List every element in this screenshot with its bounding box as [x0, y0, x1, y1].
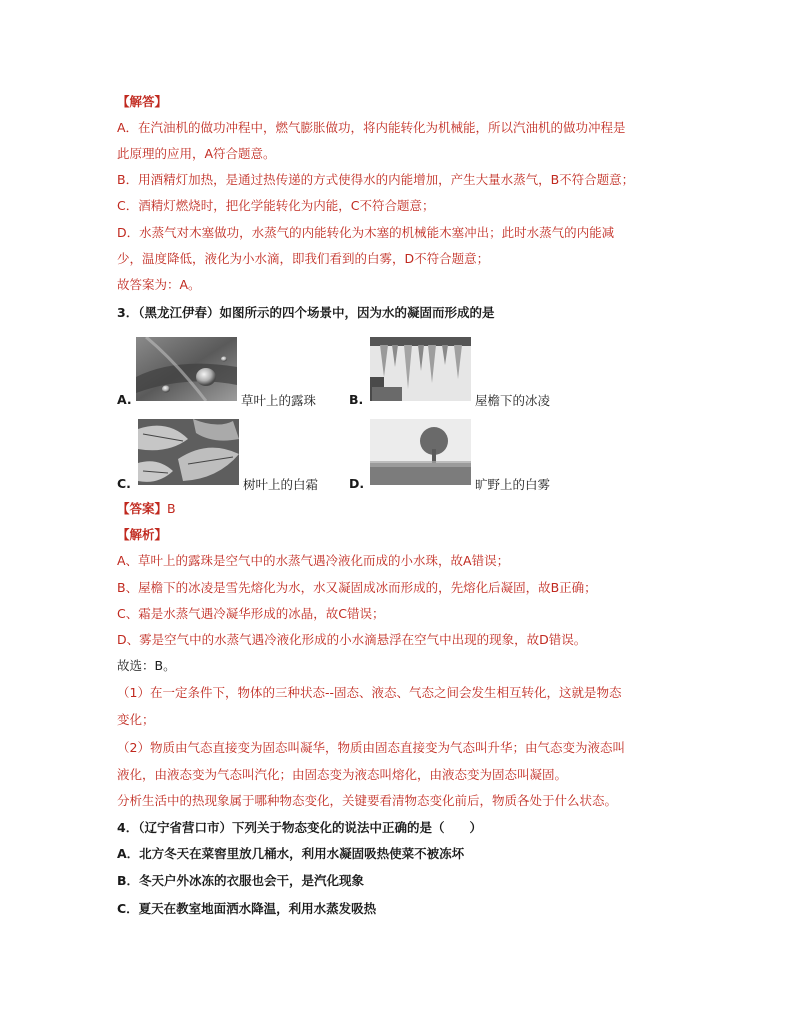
q4-option-a: A．北方冬天在菜窖里放几桶水，利用水凝固吸热使菜不被冻坏: [117, 846, 465, 861]
q4-option-b: B．冬天户外冰冻的衣服也会干，是汽化现象: [117, 873, 365, 888]
analysis-line-2: B、屋檐下的冰凌是雪先熔化为水，水又凝固成冰而形成的，先熔化后凝固，故B正确；: [117, 580, 597, 595]
note-line-3: （2）物质由气态直接变为固态叫凝华，物质由固态直接变为气态叫升华；由气态变为液态叫: [117, 740, 625, 755]
analysis-line-3: C、霜是水蒸气遇冷凝华形成的冰晶，故C错误；: [117, 606, 385, 621]
solution-line-3: B．用酒精灯加热，是通过热传递的方式使得水的内能增加，产生大量水蒸气，B不符合题意；: [117, 172, 635, 187]
frost-on-leaves-photo: [138, 419, 239, 485]
answer-value: B: [167, 501, 176, 516]
solution-line-6: 少，温度降低，液化为小水滴，即我们看到的白雾，D不符合题意；: [117, 251, 490, 266]
option-a-letter: A.: [117, 392, 132, 407]
option-d-caption: 旷野上的白雾: [475, 477, 551, 492]
option-a-caption: 草叶上的露珠: [241, 393, 317, 408]
solution-heading: 【解答】: [117, 94, 168, 109]
option-b-caption: 屋檐下的冰凌: [475, 393, 551, 408]
fog-over-field-photo: [370, 419, 471, 485]
option-d-letter: D.: [349, 476, 365, 491]
note-line-5: 分析生活中的热现象属于哪种物态变化，关键要看清物态变化前后，物质各处于什么状态。: [117, 793, 618, 808]
analysis-line-4: D、雾是空气中的水蒸气遇冷液化形成的小水滴悬浮在空气中出现的现象，故D错误。: [117, 632, 587, 647]
analysis-heading: 【解析】: [117, 527, 168, 542]
q4-option-c: C．夏天在教室地面洒水降温，利用水蒸发吸热: [117, 901, 377, 916]
final-answer: 故答案为：A。: [117, 277, 201, 292]
icicles-under-eaves-photo: [370, 337, 471, 401]
answer-heading: 【答案】: [117, 501, 168, 516]
note-line-4: 液化，由液态变为气态叫汽化；由固态变为液态叫熔化，由液态变为固态叫凝固。: [117, 767, 568, 782]
solution-line-5: D．水蒸气对木塞做功，水蒸气的内能转化为木塞的机械能木塞冲出；此时水蒸气的内能减: [117, 225, 615, 240]
question-4-stem: 4．（辽宁省营口市）下列关于物态变化的说法中正确的是（ ）: [117, 820, 482, 835]
solution-line-1: A．在汽油机的做功冲程中，燃气膨胀做功，将内能转化为机械能，所以汽油机的做功冲程是: [117, 120, 626, 135]
option-c-letter: C.: [117, 476, 131, 491]
solution-line-2: 此原理的应用，A符合题意。: [117, 146, 276, 161]
choose-line: 故选：B。: [117, 658, 176, 673]
answer-row: [117, 500, 176, 518]
solution-line-4: C．酒精灯燃烧时，把化学能转化为内能，C不符合题意；: [117, 198, 435, 213]
note-line-2: 变化；: [117, 712, 155, 727]
option-b-letter: B.: [349, 392, 364, 407]
note-line-1: （1）在一定条件下，物体的三种状态--固态、液态、气态之间会发生相互转化，这就是物态: [117, 685, 622, 700]
dew-on-grass-photo: [136, 337, 237, 401]
option-c-caption: 树叶上的白霜: [243, 477, 319, 492]
question-3-stem: 3．（黑龙江伊春）如图所示的四个场景中，因为水的凝固而形成的是: [117, 305, 495, 320]
analysis-line-1: A、草叶上的露珠是空气中的水蒸气遇冷液化而成的小水珠，故A错误；: [117, 553, 510, 568]
